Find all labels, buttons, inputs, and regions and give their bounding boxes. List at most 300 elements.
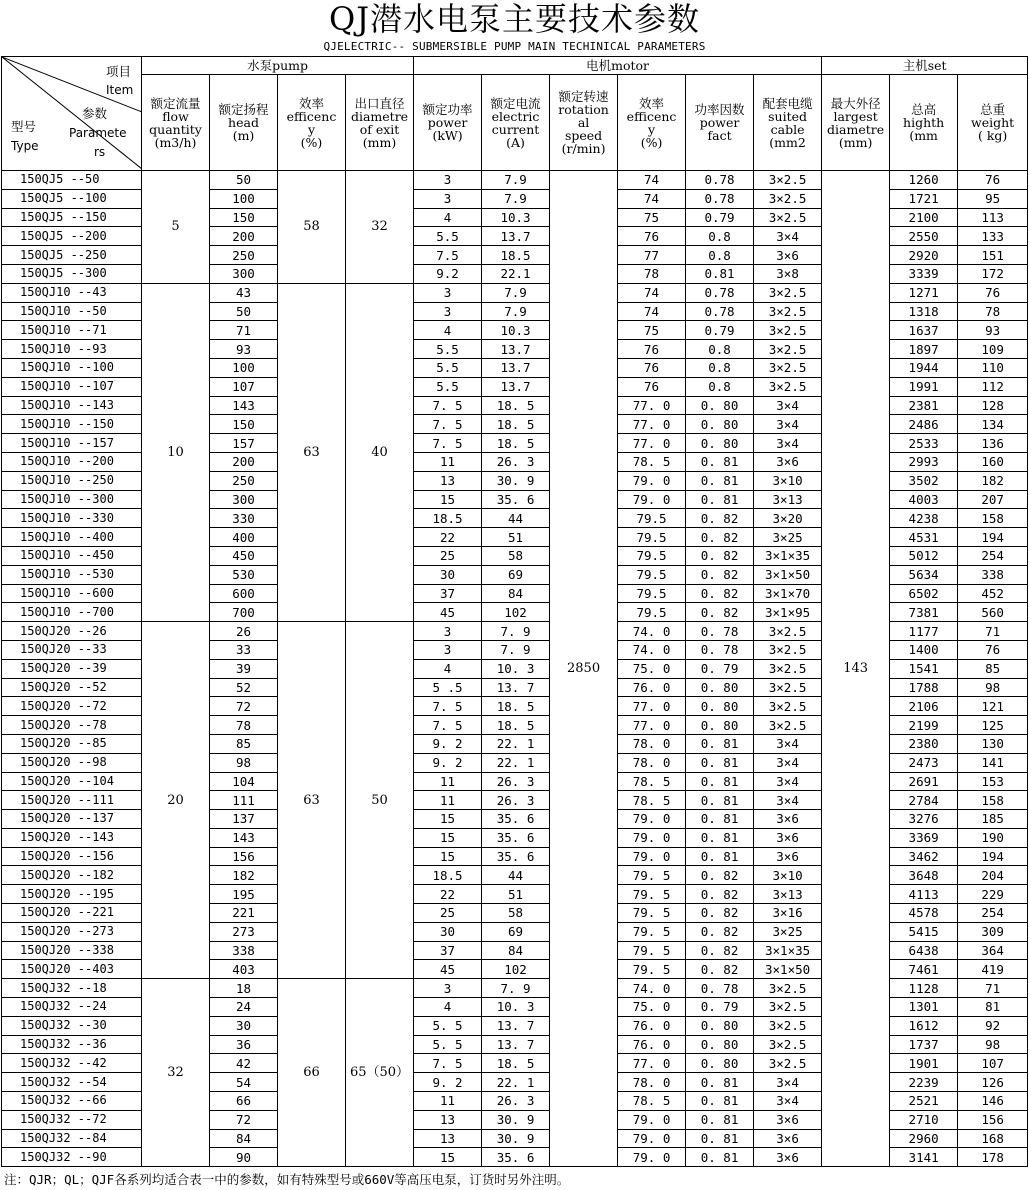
cell-power-factor: 0.8 [686, 340, 754, 359]
cell-cable: 3×2.5 [754, 1016, 822, 1035]
cell-power-factor: 0. 80 [686, 1016, 754, 1035]
cell-current: 35. 6 [482, 490, 550, 509]
cell-power: 15 [414, 490, 482, 509]
cell-power: 9. 2 [414, 1073, 482, 1092]
column-header-height [890, 75, 958, 171]
cell-height: 1541 [890, 659, 958, 678]
cell-power-factor: 0. 80 [686, 716, 754, 735]
cell-power-factor: 0. 80 [686, 434, 754, 453]
cell-cable: 3×2.5 [754, 377, 822, 396]
cell-model: 150QJ32 --36 [2, 1035, 142, 1054]
cell-weight: 185 [958, 810, 1028, 829]
cell-weight: 158 [958, 791, 1028, 810]
cell-exit-diameter: 65（50） [346, 979, 414, 1167]
cell-model: 150QJ10 --250 [2, 471, 142, 490]
column-header-line: (A) [506, 134, 525, 150]
cell-power: 37 [414, 584, 482, 603]
cell-power-factor: 0. 82 [686, 885, 754, 904]
cell-power: 3 [414, 302, 482, 321]
cell-motor-efficiency: 79.5 [618, 528, 686, 547]
cell-weight: 92 [958, 1016, 1028, 1035]
cell-head: 300 [210, 264, 278, 283]
cell-current: 7.9 [482, 171, 550, 190]
cell-weight: 81 [958, 998, 1028, 1017]
cell-power: 3 [414, 979, 482, 998]
cell-current: 22. 1 [482, 753, 550, 772]
cell-cable: 3×2.5 [754, 697, 822, 716]
cell-power: 7. 5 [414, 716, 482, 735]
cell-height: 2691 [890, 772, 958, 791]
cell-head: 50 [210, 171, 278, 190]
cell-power: 7. 5 [414, 415, 482, 434]
column-header-line: highth [903, 115, 945, 130]
cell-height: 4531 [890, 528, 958, 547]
cell-weight: 151 [958, 246, 1028, 265]
cell-power: 11 [414, 1092, 482, 1111]
group-pump-header: 水泵pump [142, 57, 414, 75]
cell-power-factor: 0. 80 [686, 697, 754, 716]
cell-model: 150QJ10 --43 [2, 283, 142, 302]
column-header-line: (mm) [362, 134, 397, 150]
cell-motor-efficiency: 74 [618, 189, 686, 208]
column-header-line: largest [833, 108, 878, 124]
cell-motor-efficiency: 78. 5 [618, 772, 686, 791]
cell-head: 143 [210, 396, 278, 415]
cell-model: 150QJ5 --250 [2, 246, 142, 265]
cell-head: 33 [210, 640, 278, 659]
cell-height: 1612 [890, 1016, 958, 1035]
cell-height: 3369 [890, 828, 958, 847]
cell-model: 150QJ32 --42 [2, 1054, 142, 1073]
cell-cable: 3×1×35 [754, 941, 822, 960]
cell-model: 150QJ10 --50 [2, 302, 142, 321]
cell-cable: 3×2.5 [754, 716, 822, 735]
cell-current: 30. 9 [482, 471, 550, 490]
cell-power-factor: 0. 78 [686, 640, 754, 659]
cell-cable: 3×1×95 [754, 603, 822, 622]
cell-model: 150QJ20 --156 [2, 847, 142, 866]
cell-head: 200 [210, 227, 278, 246]
cell-weight: 194 [958, 847, 1028, 866]
cell-head: 137 [210, 810, 278, 829]
cell-current: 18. 5 [482, 396, 550, 415]
cell-weight: 113 [958, 208, 1028, 227]
cell-height: 5415 [890, 922, 958, 941]
cell-height: 2533 [890, 434, 958, 453]
cell-motor-efficiency: 79.5 [618, 546, 686, 565]
cell-cable: 3×13 [754, 885, 822, 904]
cell-weight: 309 [958, 922, 1028, 941]
diag-param-en-label-1: Paramete [69, 126, 127, 140]
cell-cable: 3×2.5 [754, 678, 822, 697]
cell-height: 1721 [890, 189, 958, 208]
cell-flow: 10 [142, 283, 210, 621]
cell-cable: 3×4 [754, 734, 822, 753]
cell-cable: 3×6 [754, 1148, 822, 1167]
cell-power-factor: 0. 81 [686, 734, 754, 753]
column-header-line: 额定转速 [558, 89, 609, 104]
cell-cable: 3×13 [754, 490, 822, 509]
cell-current: 18. 5 [482, 697, 550, 716]
cell-height: 2960 [890, 1129, 958, 1148]
cell-power-factor: 0.8 [686, 358, 754, 377]
cell-motor-efficiency: 79.5 [618, 584, 686, 603]
cell-motor-efficiency: 76. 0 [618, 678, 686, 697]
cell-current: 35. 6 [482, 828, 550, 847]
cell-model: 150QJ32 --30 [2, 1016, 142, 1035]
cell-current: 69 [482, 922, 550, 941]
cell-power-factor: 0. 82 [686, 546, 754, 565]
column-header-line: (%) [300, 134, 323, 150]
cell-cable: 3×1×50 [754, 565, 822, 584]
cell-model: 150QJ10 --93 [2, 340, 142, 359]
cell-head: 66 [210, 1092, 278, 1111]
column-header-pump-efficiency [278, 75, 346, 171]
cell-current: 13.7 [482, 340, 550, 359]
cell-cable: 3×10 [754, 471, 822, 490]
cell-height: 7381 [890, 603, 958, 622]
cell-current: 44 [482, 866, 550, 885]
cell-head: 84 [210, 1129, 278, 1148]
cell-model: 150QJ20 --338 [2, 941, 142, 960]
cell-weight: 71 [958, 979, 1028, 998]
cell-head: 300 [210, 490, 278, 509]
column-header-line: 额定电流 [490, 95, 541, 111]
cell-power-factor: 0. 82 [686, 603, 754, 622]
cell-weight: 130 [958, 734, 1028, 753]
cell-model: 150QJ20 --137 [2, 810, 142, 829]
column-header-line: of exit [359, 121, 400, 137]
cell-cable: 3×4 [754, 396, 822, 415]
cell-power-factor: 0. 80 [686, 1054, 754, 1073]
cell-head: 98 [210, 753, 278, 772]
cell-power-factor: 0. 79 [686, 659, 754, 678]
cell-motor-efficiency: 79. 0 [618, 810, 686, 829]
cell-model: 150QJ20 --182 [2, 866, 142, 885]
cell-height: 1301 [890, 998, 958, 1017]
cell-weight: 419 [958, 960, 1028, 979]
cell-current: 26. 3 [482, 772, 550, 791]
cell-weight: 112 [958, 377, 1028, 396]
cell-power-factor: 0.8 [686, 377, 754, 396]
cell-head: 107 [210, 377, 278, 396]
cell-height: 2199 [890, 716, 958, 735]
cell-current: 7. 9 [482, 622, 550, 641]
cell-current: 13.7 [482, 227, 550, 246]
cell-motor-efficiency: 79. 0 [618, 490, 686, 509]
cell-model: 150QJ5 --50 [2, 171, 142, 190]
cell-cable: 3×4 [754, 415, 822, 434]
cell-head: 85 [210, 734, 278, 753]
cell-weight: 158 [958, 509, 1028, 528]
cell-height: 2473 [890, 753, 958, 772]
cell-motor-efficiency: 76. 0 [618, 1035, 686, 1054]
cell-head: 156 [210, 847, 278, 866]
cell-motor-efficiency: 79.5 [618, 509, 686, 528]
cell-motor-efficiency: 79. 0 [618, 1129, 686, 1148]
cell-model: 150QJ10 --400 [2, 528, 142, 547]
cell-motor-efficiency: 79.5 [618, 565, 686, 584]
cell-power: 11 [414, 791, 482, 810]
column-header-line: y [307, 121, 316, 137]
cell-head: 700 [210, 603, 278, 622]
cell-cable: 3×2.5 [754, 302, 822, 321]
cell-weight: 78 [958, 302, 1028, 321]
cell-weight: 110 [958, 358, 1028, 377]
cell-current: 10.3 [482, 208, 550, 227]
cell-current: 102 [482, 603, 550, 622]
cell-height: 2100 [890, 208, 958, 227]
cell-motor-efficiency: 74. 0 [618, 979, 686, 998]
cell-height: 6438 [890, 941, 958, 960]
cell-head: 330 [210, 509, 278, 528]
cell-motor-efficiency: 79. 0 [618, 828, 686, 847]
column-header-line: efficenc [286, 108, 337, 124]
cell-height: 4578 [890, 904, 958, 923]
cell-power: 15 [414, 847, 482, 866]
cell-power-factor: 0. 82 [686, 528, 754, 547]
cell-weight: 178 [958, 1148, 1028, 1167]
cell-motor-efficiency: 79. 5 [618, 866, 686, 885]
column-header-line: diametre [350, 108, 409, 124]
cell-weight: 128 [958, 396, 1028, 415]
column-header-line: 最大外径 [830, 95, 881, 111]
cell-model: 150QJ20 --403 [2, 960, 142, 979]
cell-head: 600 [210, 584, 278, 603]
cell-model: 150QJ10 --450 [2, 546, 142, 565]
cell-height: 1271 [890, 283, 958, 302]
cell-height: 5634 [890, 565, 958, 584]
cell-current: 51 [482, 885, 550, 904]
cell-current: 18. 5 [482, 415, 550, 434]
cell-model: 150QJ32 --84 [2, 1129, 142, 1148]
cell-power-factor: 0.8 [686, 246, 754, 265]
cell-cable: 3×4 [754, 791, 822, 810]
cell-cable: 3×4 [754, 753, 822, 772]
cell-model: 150QJ32 --18 [2, 979, 142, 998]
column-header-line: ( kg) [977, 128, 1008, 143]
column-header-line: 效率 [639, 95, 665, 111]
cell-weight: 182 [958, 471, 1028, 490]
cell-power-factor: 0. 81 [686, 847, 754, 866]
cell-weight: 71 [958, 622, 1028, 641]
cell-cable: 3×2.5 [754, 640, 822, 659]
cell-head: 150 [210, 208, 278, 227]
cell-exit-diameter: 50 [346, 622, 414, 979]
cell-current: 26. 3 [482, 791, 550, 810]
cell-height: 4113 [890, 885, 958, 904]
cell-model: 150QJ32 --24 [2, 998, 142, 1017]
cell-head: 400 [210, 528, 278, 547]
cell-power-factor: 0. 82 [686, 960, 754, 979]
cell-current: 102 [482, 960, 550, 979]
cell-head: 54 [210, 1073, 278, 1092]
cell-power-factor: 0. 81 [686, 452, 754, 471]
cell-weight: 85 [958, 659, 1028, 678]
cell-power: 18.5 [414, 866, 482, 885]
diag-item-en-label: Item [106, 83, 134, 97]
page-subtitle: QJELECTRIC-- SUBMERSIBLE PUMP MAIN TECHINICAL PARAMETERS [323, 40, 706, 53]
cell-head: 18 [210, 979, 278, 998]
cell-power-factor: 0. 81 [686, 810, 754, 829]
cell-head: 250 [210, 246, 278, 265]
cell-model: 150QJ10 --700 [2, 603, 142, 622]
column-header-line: (m) [232, 128, 255, 143]
cell-cable: 3×2.5 [754, 340, 822, 359]
cell-motor-efficiency: 74 [618, 302, 686, 321]
cell-power: 7. 5 [414, 1054, 482, 1073]
cell-power-factor: 0. 81 [686, 1110, 754, 1129]
cell-power: 11 [414, 772, 482, 791]
cell-height: 2710 [890, 1110, 958, 1129]
cell-model: 150QJ5 --200 [2, 227, 142, 246]
cell-current: 7.9 [482, 302, 550, 321]
cell-motor-efficiency: 76. 0 [618, 1016, 686, 1035]
cell-weight: 172 [958, 264, 1028, 283]
cell-height: 1260 [890, 171, 958, 190]
cell-motor-efficiency: 79. 5 [618, 922, 686, 941]
cell-current: 10.3 [482, 321, 550, 340]
cell-head: 42 [210, 1054, 278, 1073]
cell-current: 69 [482, 565, 550, 584]
column-header-line: efficenc [626, 108, 677, 124]
column-header-line: (m3/h) [154, 134, 197, 150]
cell-head: 52 [210, 678, 278, 697]
cell-power-factor: 0. 80 [686, 415, 754, 434]
cell-power: 4 [414, 321, 482, 340]
group-motor-header: 电机motor [414, 57, 822, 75]
cell-current: 22.1 [482, 264, 550, 283]
cell-head: 72 [210, 697, 278, 716]
cell-head: 93 [210, 340, 278, 359]
cell-weight: 146 [958, 1092, 1028, 1111]
cell-current: 13. 7 [482, 1035, 550, 1054]
diagonal-header-cell [2, 57, 142, 171]
cell-motor-efficiency: 78. 0 [618, 734, 686, 753]
cell-motor-efficiency: 79. 5 [618, 904, 686, 923]
cell-cable: 3×6 [754, 1129, 822, 1148]
diag-param-label: 参数 [82, 106, 108, 121]
cell-motor-efficiency: 79. 0 [618, 1148, 686, 1167]
cell-head: 39 [210, 659, 278, 678]
cell-power: 5.5 [414, 358, 482, 377]
cell-power: 37 [414, 941, 482, 960]
cell-motor-efficiency: 79. 5 [618, 941, 686, 960]
column-header-current [482, 75, 550, 171]
cell-weight: 126 [958, 1073, 1028, 1092]
cell-model: 150QJ20 --52 [2, 678, 142, 697]
cell-model: 150QJ20 --78 [2, 716, 142, 735]
cell-model: 150QJ20 --85 [2, 734, 142, 753]
cell-weight: 160 [958, 452, 1028, 471]
cell-head: 195 [210, 885, 278, 904]
cell-model: 150QJ20 --33 [2, 640, 142, 659]
cell-weight: 76 [958, 171, 1028, 190]
cell-power-factor: 0. 81 [686, 490, 754, 509]
cell-height: 3502 [890, 471, 958, 490]
parameters-table [1, 56, 1028, 1167]
cell-cable: 3×2.5 [754, 171, 822, 190]
cell-current: 7. 9 [482, 640, 550, 659]
cell-current: 51 [482, 528, 550, 547]
cell-power-factor: 0. 81 [686, 1092, 754, 1111]
cell-height: 2784 [890, 791, 958, 810]
cell-head: 30 [210, 1016, 278, 1035]
column-header-line: diametre [827, 121, 885, 137]
column-header-line: 总高 [911, 102, 937, 117]
column-header-line: (mm) [838, 134, 873, 150]
column-header-line: 额定流量 [150, 95, 201, 111]
cell-current: 58 [482, 904, 550, 923]
cell-power: 15 [414, 828, 482, 847]
cell-power-factor: 0.79 [686, 321, 754, 340]
cell-current: 13. 7 [482, 678, 550, 697]
cell-power-factor: 0. 82 [686, 584, 754, 603]
column-header-power-factor [686, 75, 754, 171]
cell-flow: 32 [142, 979, 210, 1167]
column-header-line: 功率因数 [694, 102, 745, 117]
cell-cable: 3×4 [754, 1073, 822, 1092]
cell-cable: 3×8 [754, 264, 822, 283]
cell-cable: 3×2.5 [754, 208, 822, 227]
cell-weight: 338 [958, 565, 1028, 584]
cell-height: 4238 [890, 509, 958, 528]
cell-model: 150QJ32 --54 [2, 1073, 142, 1092]
cell-weight: 560 [958, 603, 1028, 622]
cell-current: 18.5 [482, 246, 550, 265]
cell-head: 221 [210, 904, 278, 923]
column-header-line: power [699, 115, 740, 130]
column-header-line: flow [162, 108, 189, 124]
cell-power: 5. 5 [414, 1016, 482, 1035]
cell-height: 3462 [890, 847, 958, 866]
cell-motor-efficiency: 78 [618, 264, 686, 283]
cell-cable: 3×20 [754, 509, 822, 528]
cell-cable: 3×6 [754, 246, 822, 265]
cell-current: 22. 1 [482, 734, 550, 753]
cell-model: 150QJ10 --200 [2, 452, 142, 471]
cell-motor-efficiency: 76 [618, 358, 686, 377]
page-title: QJ潜水电泵主要技术参数 [328, 0, 701, 38]
cell-model: 150QJ10 --330 [2, 509, 142, 528]
cell-height: 1944 [890, 358, 958, 377]
cell-height: 2106 [890, 697, 958, 716]
cell-power-factor: 0. 80 [686, 678, 754, 697]
cell-weight: 133 [958, 227, 1028, 246]
cell-height: 1901 [890, 1054, 958, 1073]
cell-power-factor: 0. 81 [686, 471, 754, 490]
cell-motor-efficiency: 78. 5 [618, 791, 686, 810]
cell-model: 150QJ20 --195 [2, 885, 142, 904]
cell-motor-efficiency: 77. 0 [618, 716, 686, 735]
column-header-line: rotation [558, 102, 609, 117]
cell-head: 250 [210, 471, 278, 490]
cell-power: 13 [414, 1110, 482, 1129]
cell-power-factor: 0.78 [686, 283, 754, 302]
cell-cable: 3×1×70 [754, 584, 822, 603]
cell-power: 7. 5 [414, 697, 482, 716]
cell-power: 25 [414, 546, 482, 565]
cell-motor-efficiency: 79. 0 [618, 471, 686, 490]
cell-current: 35. 6 [482, 810, 550, 829]
cell-head: 36 [210, 1035, 278, 1054]
cell-cable: 3×1×35 [754, 546, 822, 565]
cell-power: 4 [414, 208, 482, 227]
cell-cable: 3×4 [754, 772, 822, 791]
cell-power: 5. 5 [414, 1035, 482, 1054]
column-header-cable [754, 75, 822, 171]
cell-head: 90 [210, 1148, 278, 1167]
